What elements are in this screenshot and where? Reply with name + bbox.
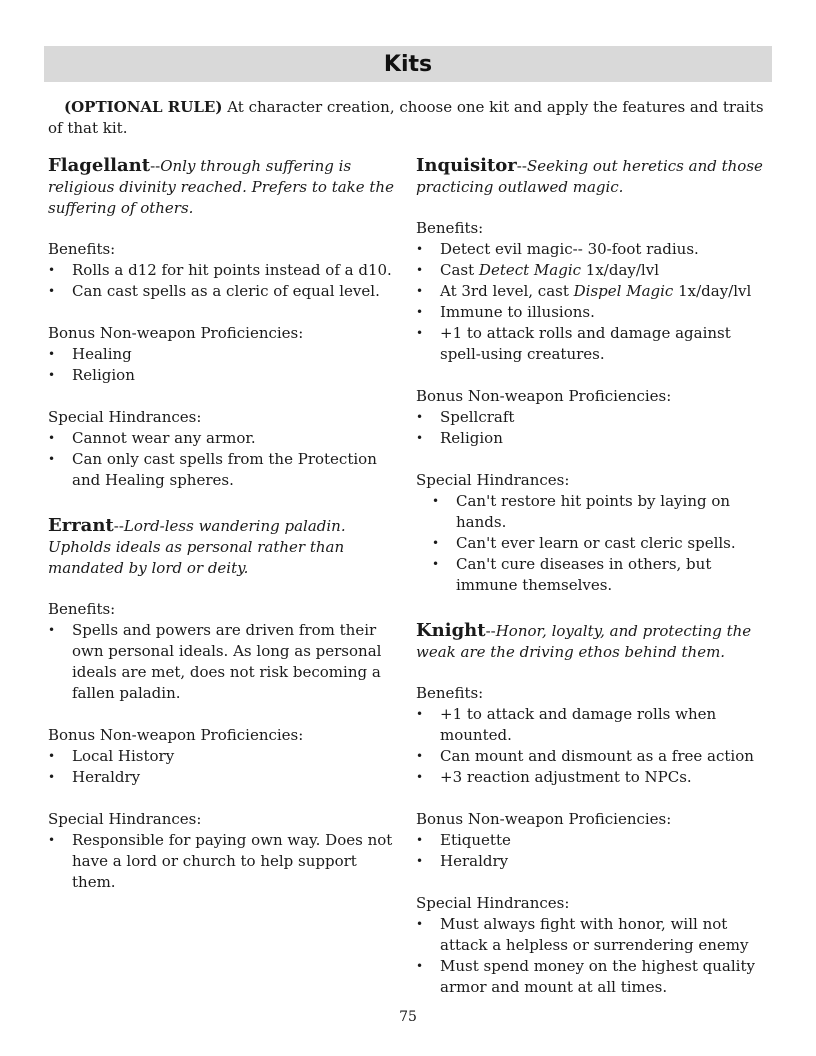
- benefits-list: [416, 704, 772, 788]
- kit-description: Honor, loyalty, and protecting the weak are the driving ethos behind them.: [416, 622, 752, 661]
- list-item: • Detect evil magic-- 30-foot radius.: [416, 239, 772, 260]
- hindrances-label: Special Hindrances:: [416, 894, 570, 912]
- spell-name: Dispel Magic: [573, 282, 674, 300]
- bonus-list: [416, 407, 772, 449]
- text-fragment: Cast: [440, 261, 479, 279]
- list-item: • Healing: [48, 344, 394, 365]
- list-item: • Rolls a d12 for hit points instead of a d10.: [48, 260, 394, 281]
- list-item: • Religion: [416, 428, 772, 449]
- bonus-list: [416, 830, 772, 872]
- benefits-list: [48, 620, 394, 704]
- list-item: • Heraldry: [416, 851, 772, 872]
- text-fragment: 1x/day/lvl: [581, 261, 659, 279]
- kit-inquisitor: [416, 155, 772, 596]
- optional-rule-label: (OPTIONAL RULE): [64, 98, 223, 116]
- list-item: • Etiquette: [416, 830, 772, 851]
- list-item: • Can only cast spells from the Protection and Healing spheres.: [48, 449, 394, 491]
- title-bar: [44, 46, 772, 82]
- list-item: • Can mount and dismount as a free action: [416, 746, 772, 767]
- list-item: [416, 281, 772, 302]
- list-item: • Must spend money on the highest quality armor and mount at all times.: [416, 956, 772, 998]
- kit-separator: --: [485, 622, 496, 640]
- page-title: Kits: [383, 51, 433, 77]
- kit-name: Knight: [416, 620, 486, 641]
- benefits-label: Benefits:: [48, 240, 116, 258]
- hindrances-list: [416, 491, 772, 596]
- list-item: • +1 to attack and damage rolls when mounted.: [416, 704, 772, 746]
- list-item: • Religion: [48, 365, 394, 386]
- list-item: • Heraldry: [48, 767, 394, 788]
- page-number: 75: [399, 1009, 417, 1025]
- kit-knight: [416, 620, 772, 998]
- kit-heading: [416, 620, 772, 663]
- left-column: [48, 155, 394, 917]
- benefits-label: Benefits:: [48, 600, 116, 618]
- kit-heading: [416, 155, 772, 198]
- text-fragment: 1x/day/lvl: [673, 282, 752, 300]
- hindrances-list: [48, 428, 394, 491]
- kit-separator: --: [516, 157, 527, 175]
- bonus-list: [48, 344, 394, 386]
- benefits-label: Benefits:: [416, 684, 484, 702]
- kit-description: Seeking out heretics and those practicing outlawed magic.: [416, 157, 763, 196]
- kit-errant: [48, 515, 394, 893]
- list-item: • Cannot wear any armor.: [48, 428, 394, 449]
- hindrances-label: Special Hindrances:: [48, 810, 202, 828]
- benefits-list: [48, 260, 394, 302]
- kit-separator: --: [113, 517, 124, 535]
- kit-name: Errant: [48, 515, 114, 536]
- kit-name: Flagellant: [48, 155, 151, 176]
- benefits-label: Benefits:: [416, 219, 484, 237]
- kit-heading: [48, 155, 394, 219]
- kit-separator: --: [150, 157, 161, 175]
- list-item: • Local History: [48, 746, 394, 767]
- kit-heading: [48, 515, 394, 579]
- list-item: • Spells and powers are driven from their own personal ideals. As long as personal ideals are met, does not risk becoming a fallen paladin.: [48, 620, 394, 704]
- list-item: • Must always fight with honor, will not attack a helpless or surrendering enemy: [416, 914, 772, 956]
- list-item: • Can't cure diseases in others, but immune themselves.: [416, 554, 772, 596]
- right-column: [416, 155, 772, 1022]
- list-item: • Immune to illusions.: [416, 302, 772, 323]
- kit-description: Only through suffering is religious divinity reached. Prefers to take the suffering of others.: [48, 157, 394, 217]
- hindrances-list: [416, 914, 772, 998]
- bonus-list: [48, 746, 394, 788]
- intro-paragraph: [48, 97, 768, 139]
- kit-name: Inquisitor: [416, 155, 517, 176]
- bonus-label: Bonus Non-weapon Proficiencies:: [416, 387, 672, 405]
- list-item: • Can't restore hit points by laying on hands.: [416, 491, 772, 533]
- list-item: • +3 reaction adjustment to NPCs.: [416, 767, 772, 788]
- list-item: • Spellcraft: [416, 407, 772, 428]
- list-item: • Can't ever learn or cast cleric spells.: [416, 533, 772, 554]
- list-item: • +1 to attack rolls and damage against spell-using creatures.: [416, 323, 772, 365]
- benefits-list: [416, 239, 772, 365]
- kit-description: Lord-less wandering paladin. Upholds ideals as personal rather than mandated by lord or deity.: [48, 517, 346, 577]
- spell-name: Detect Magic: [478, 261, 582, 279]
- hindrances-label: Special Hindrances:: [48, 408, 202, 426]
- kit-flagellant: [48, 155, 394, 491]
- hindrances-label: Special Hindrances:: [416, 471, 570, 489]
- bonus-label: Bonus Non-weapon Proficiencies:: [416, 810, 672, 828]
- list-item: • Responsible for paying own way. Does not have a lord or church to help support them.: [48, 830, 394, 893]
- intro-text: At character creation, choose one kit and apply the features and traits of that kit.: [48, 98, 764, 137]
- text-fragment: At 3rd level, cast: [440, 282, 574, 300]
- hindrances-list: [48, 830, 394, 893]
- list-item: [416, 260, 772, 281]
- bonus-label: Bonus Non-weapon Proficiencies:: [48, 726, 304, 744]
- bonus-label: Bonus Non-weapon Proficiencies:: [48, 324, 304, 342]
- list-item: • Can cast spells as a cleric of equal level.: [48, 281, 394, 302]
